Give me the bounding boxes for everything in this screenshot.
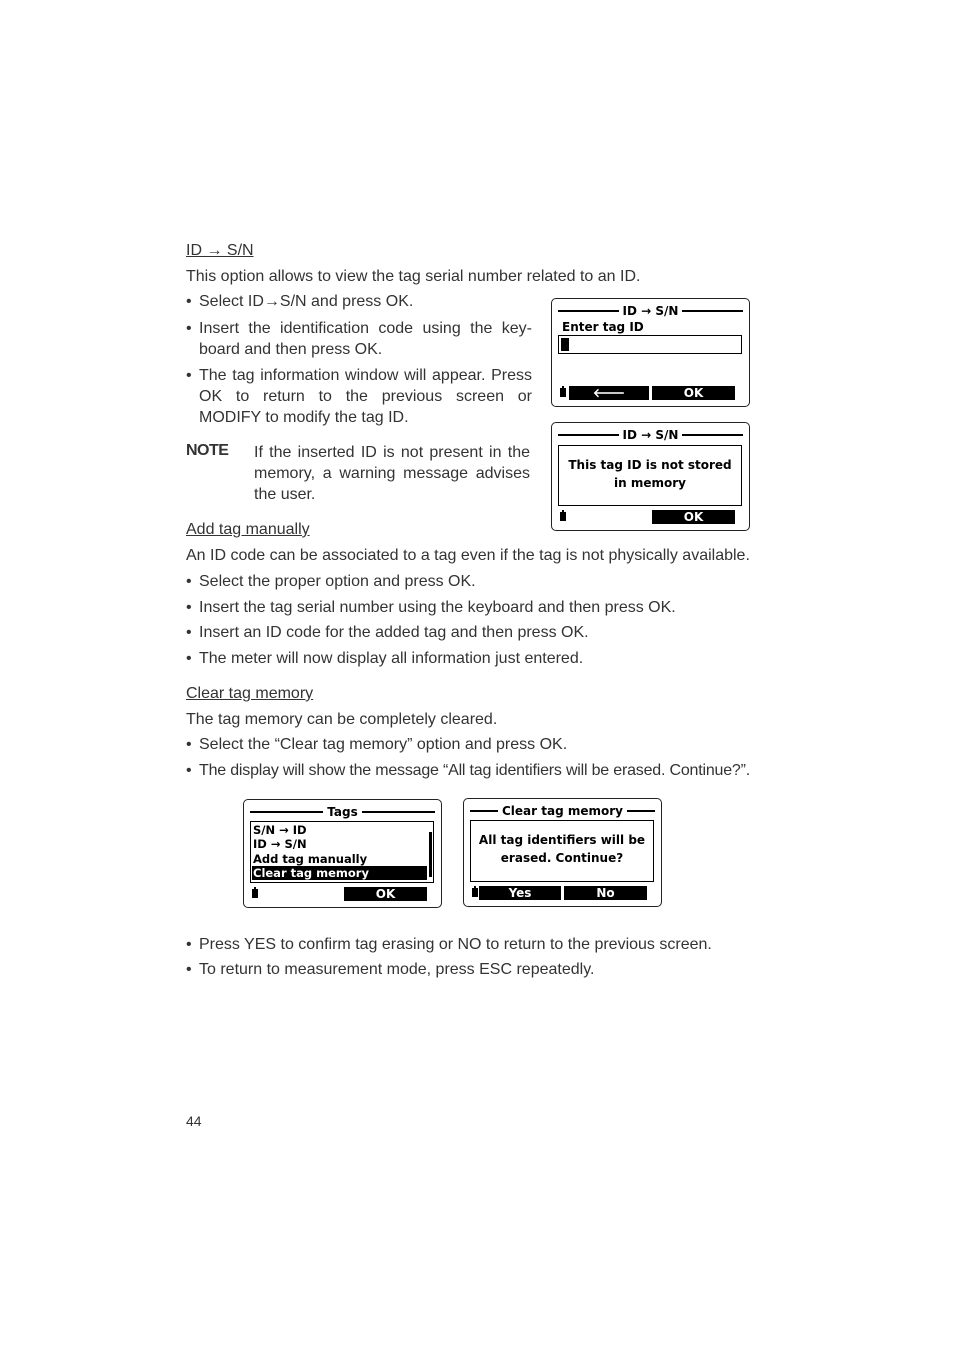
screen-enter-tag-id <box>551 298 750 407</box>
page-number: 44 <box>186 1113 202 1129</box>
warning-line-1: This tag ID is not stored <box>568 458 732 472</box>
intro-id-sn: This option allows to view the tag serial number related to an ID. <box>186 268 641 285</box>
note-text: If the inserted ID is not present in the memory, a warning message advises the user. <box>254 444 530 503</box>
ok-softkey[interactable]: OK <box>344 887 427 901</box>
bullet-clear-2: • The display will show the message “All tag identifiers will be erased. Continue?”. <box>186 762 750 779</box>
battery-icon <box>472 888 478 897</box>
bullet-after-1: • Press YES to confirm tag erasing or NO to return to the previous screen. <box>186 936 712 953</box>
screen-tag-not-stored <box>551 422 750 531</box>
bullet-clear-1: • Select the “Clear tag memory” option and press OK. <box>186 736 568 753</box>
tags-menu-list <box>250 821 434 883</box>
bullet-after-2: • To return to measurement mode, press ESC repeatedly. <box>186 961 595 978</box>
screen-title: ID → S/N <box>558 428 743 442</box>
battery-icon <box>560 512 566 521</box>
confirm-line-1: All tag identifiers will be <box>478 833 646 847</box>
screen-title: Tags <box>250 805 435 819</box>
back-softkey[interactable]: 🡐 <box>569 386 649 400</box>
bullet-insert-id: • Insert the identification code using the key-board and then press OK. <box>186 320 532 358</box>
ok-softkey[interactable]: OK <box>652 386 735 400</box>
bullet-tag-info: • The tag information window will appear. Press OK to return to the previous screen or MODIFY to modify the tag ID. <box>186 367 532 426</box>
screen-title: Clear tag memory <box>470 804 655 818</box>
menu-item-clear-memory[interactable]: Clear tag memory <box>252 866 427 880</box>
bullet-add-3: • Insert an ID code for the added tag and then press OK. <box>186 624 589 641</box>
heading-add-tag: Add tag manually <box>186 521 310 538</box>
screen-tags-menu <box>243 799 442 908</box>
screen-clear-confirm <box>463 798 662 907</box>
heading-id-sn: ID → S/N <box>186 242 254 259</box>
warning-line-2: in memory <box>614 476 686 490</box>
bullet-add-1: • Select the proper option and press OK. <box>186 573 476 590</box>
tag-id-input[interactable] <box>558 335 742 354</box>
bullet-add-2: • Insert the tag serial number using the keyboard and then press OK. <box>186 599 676 616</box>
note-label: NOTE <box>186 442 229 459</box>
yes-softkey[interactable]: Yes <box>479 886 561 900</box>
confirm-line-2: erased. Continue? <box>500 851 624 865</box>
screen-title: ID → S/N <box>558 304 743 318</box>
confirm-message-box <box>470 820 654 882</box>
enter-tag-id-label: Enter tag ID <box>562 320 644 334</box>
menu-item-id-sn[interactable]: ID → S/N <box>253 837 307 851</box>
heading-clear-tag: Clear tag memory <box>186 685 314 702</box>
ok-softkey[interactable]: OK <box>652 510 735 524</box>
bullet-select-id-sn: • Select ID→S/N and press OK. <box>186 293 414 310</box>
warning-message-box <box>558 445 742 506</box>
text-cursor <box>561 338 569 351</box>
no-softkey[interactable]: No <box>564 886 647 900</box>
battery-icon <box>252 889 258 898</box>
scrollbar[interactable] <box>429 832 432 877</box>
battery-icon <box>560 388 566 397</box>
menu-item-sn-id[interactable]: S/N → ID <box>253 823 307 837</box>
intro-add-tag: An ID code can be associated to a tag even if the tag is not physically available. <box>186 547 750 564</box>
menu-item-add-tag[interactable]: Add tag manually <box>253 852 368 866</box>
intro-clear-tag: The tag memory can be completely cleared. <box>186 711 498 728</box>
bullet-add-4: • The meter will now display all information just entered. <box>186 650 584 667</box>
